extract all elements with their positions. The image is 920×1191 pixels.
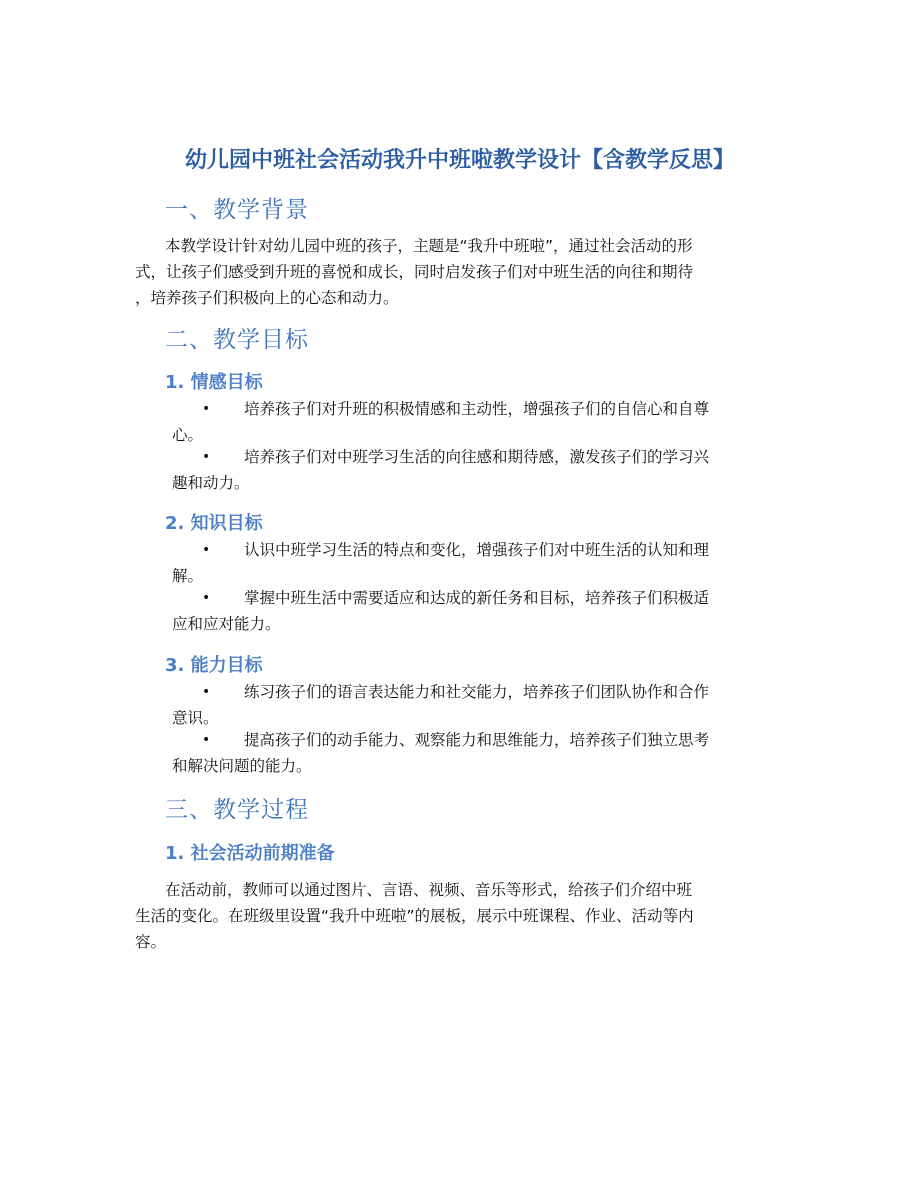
- list-item-line: 掌握中班生活中需要适应和达成的新任务和目标，培养孩子们积极适: [244, 589, 710, 607]
- list-item-line: 意识。: [172, 709, 219, 727]
- bullet-icon: •: [202, 401, 211, 417]
- list-item-line: 解。: [172, 567, 204, 585]
- bullet-icon: •: [202, 684, 211, 700]
- paragraph-line: 式，让孩子们感受到升班的喜悦和成长，同时启发孩子们对中班生活的向往和期待: [135, 263, 694, 281]
- subsection-heading-ability: 3. 能力目标: [165, 655, 263, 676]
- list-item: [172, 585, 792, 637]
- bullet-icon: •: [202, 590, 211, 606]
- paragraph-line: 容。: [135, 933, 167, 951]
- document-title: 幼儿园中班社会活动我升中班啦教学设计【含教学反思】: [184, 148, 735, 173]
- subsection-heading-knowledge: 2. 知识目标: [165, 513, 263, 534]
- list-item: [172, 396, 792, 448]
- list-item: [172, 444, 792, 496]
- list-item-line: 认识中班学习生活的特点和变化，增强孩子们对中班生活的认知和理: [244, 541, 710, 559]
- section-heading-process: 三、教学过程: [165, 797, 309, 823]
- bullet-icon: •: [202, 732, 211, 748]
- list-item: [172, 679, 792, 731]
- preparation-paragraph: [135, 877, 785, 955]
- list-item-line: 趣和动力。: [172, 474, 250, 492]
- list-item-line: 心。: [172, 426, 204, 444]
- background-paragraph: [135, 233, 785, 311]
- list-item-line: 应和应对能力。: [172, 615, 281, 633]
- list-item-line: 培养孩子们对中班学习生活的向往感和期待感，激发孩子们的学习兴: [244, 448, 710, 466]
- subsection-heading-preparation: 1. 社会活动前期准备: [165, 843, 335, 864]
- subsection-heading-emotional: 1. 情感目标: [165, 372, 263, 393]
- paragraph-line: 在活动前，教师可以通过图片、言语、视频、音乐等形式，给孩子们介绍中班: [165, 881, 693, 899]
- list-item-line: 和解决问题的能力。: [172, 757, 312, 775]
- paragraph-line: 生活的变化。在班级里设置“我升中班啦”的展板，展示中班课程、作业、活动等内: [135, 907, 694, 925]
- paragraph-line: 本教学设计针对幼儿园中班的孩子，主题是“我升中班啦”，通过社会活动的形: [165, 237, 693, 255]
- list-item: [172, 537, 792, 589]
- list-item-line: 提高孩子们的动手能力、观察能力和思维能力，培养孩子们独立思考: [244, 731, 710, 749]
- list-item-line: 练习孩子们的语言表达能力和社交能力，培养孩子们团队协作和合作: [244, 683, 710, 701]
- section-heading-objectives: 二、教学目标: [165, 327, 309, 353]
- bullet-icon: •: [202, 449, 211, 465]
- section-heading-background: 一、教学背景: [165, 197, 309, 223]
- list-item: [172, 727, 792, 779]
- paragraph-line: ，培养孩子们积极向上的心态和动力。: [135, 289, 399, 307]
- list-item-line: 培养孩子们对升班的积极情感和主动性，增强孩子们的自信心和自尊: [244, 400, 710, 418]
- bullet-icon: •: [202, 542, 211, 558]
